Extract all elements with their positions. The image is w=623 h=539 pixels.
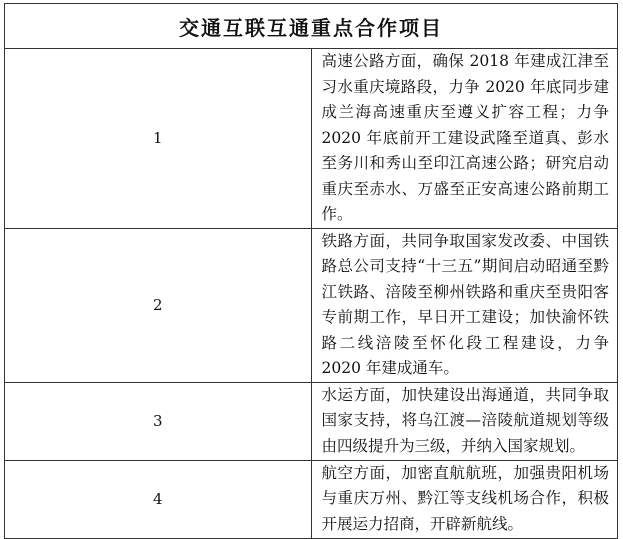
table-row [5, 460, 618, 538]
row-text: 铁路方面，共同争取国家发改委、中国铁路总公司支持“十三五”期间启动昭通至黔江铁路、涪陵至柳州铁路和重庆至贵阳客专前期工作，早日开工建设；加快渝怀铁路二线涪陵至怀化段工程建设，力争 2020 年建成通车。 [311, 228, 618, 382]
row-number: 3 [5, 382, 312, 460]
row-text: 航空方面，加密直航航班，加强贵阳机场与重庆万州、黔江等支线机场合作，积极开展运力招商，开辟新航线。 [311, 460, 618, 538]
row-number: 4 [5, 460, 312, 538]
table-title-row [5, 4, 618, 49]
row-text: 高速公路方面，确保 2018 年建成江津至习水重庆境路段，力争 2020 年底同步建成兰海高速重庆至遵义扩容工程；力争 2020 年底前开工建设武隆至道真、彭水至务川和秀山至印江高速公路；研究启动重庆至赤水、万盛至正安高速公路前期工作。 [311, 49, 618, 229]
table-row [5, 228, 618, 382]
row-text: 水运方面，加快建设出海通道，共同争取国家支持，将乌江渡—涪陵航道规划等级由四级提升为三级，并纳入国家规划。 [311, 382, 618, 460]
table-title: 交通互联互通重点合作项目 [5, 4, 618, 49]
row-number: 1 [5, 49, 312, 229]
table-row [5, 49, 618, 229]
cooperation-projects-table [4, 3, 618, 539]
row-number: 2 [5, 228, 312, 382]
table-row [5, 382, 618, 460]
